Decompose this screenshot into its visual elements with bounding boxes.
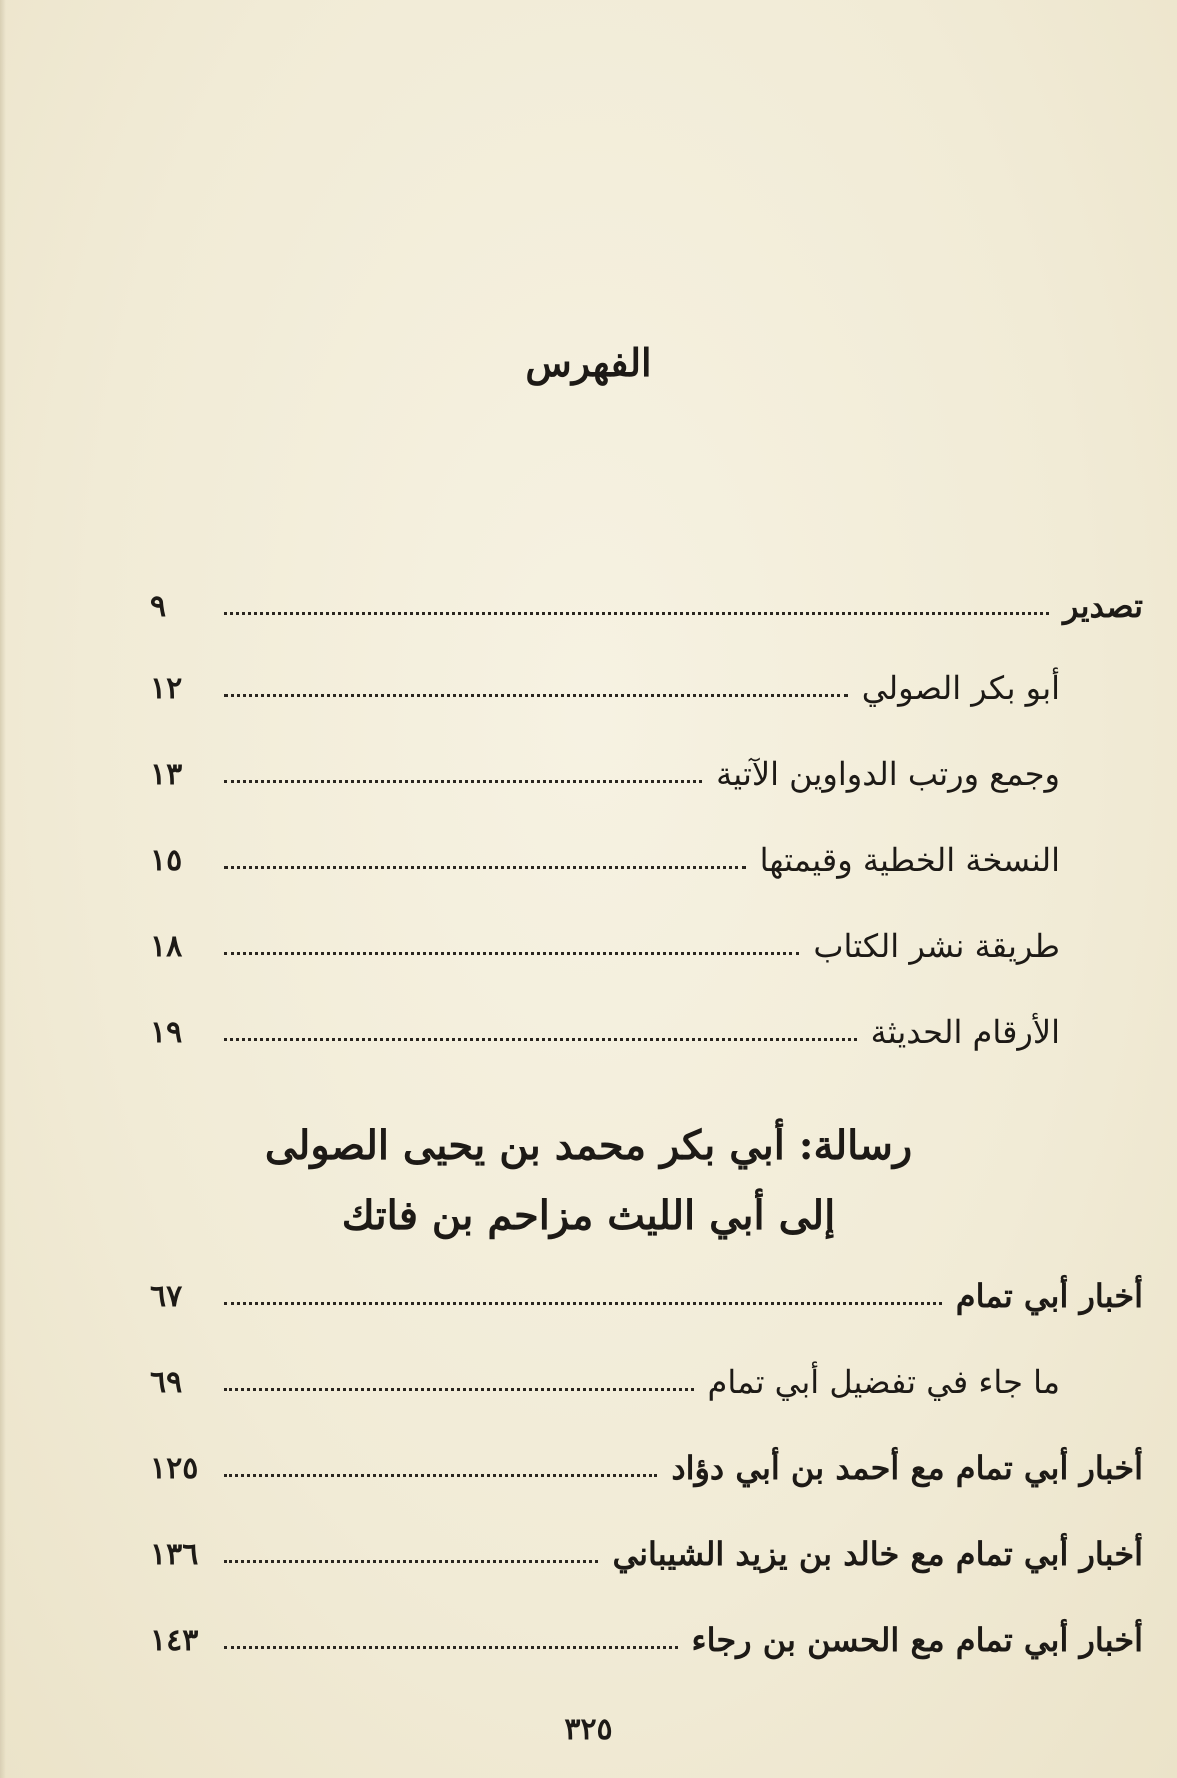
toc-entry[interactable] xyxy=(0,1526,1177,1582)
toc-entry-page: ١٢ xyxy=(150,670,183,706)
toc-entry-page: ١٩ xyxy=(150,1014,183,1050)
toc-entry-label: وجمع ورتب الدواوين الآتية xyxy=(716,755,1060,793)
dot-leader xyxy=(224,1388,694,1391)
toc-entry[interactable] xyxy=(0,1268,1177,1324)
toc-entry-label: أخبار أبي تمام xyxy=(955,1277,1143,1315)
dot-leader xyxy=(224,780,702,783)
toc-entry[interactable] xyxy=(0,1004,1177,1060)
toc-entry-page: ١٢٥ xyxy=(150,1450,199,1486)
toc-entry-page: ٦٩ xyxy=(150,1364,183,1400)
toc-entry-label: تصدير xyxy=(1062,587,1143,625)
toc-entry[interactable] xyxy=(0,832,1177,888)
toc-entry-label: طريقة نشر الكتاب xyxy=(813,927,1060,965)
dot-leader xyxy=(224,952,799,955)
toc-entry-page: ٦٧ xyxy=(150,1278,183,1314)
toc-entry-page: ١٤٣ xyxy=(150,1622,199,1658)
toc-entry-page: ٩ xyxy=(150,588,167,624)
section-heading-line-1: رسالة: أبي بكر محمد بن يحيى الصولى xyxy=(264,1122,913,1169)
dot-leader xyxy=(224,1646,678,1649)
toc-entry-label: أخبار أبي تمام مع خالد بن يزيد الشيباني xyxy=(612,1535,1143,1573)
dot-leader xyxy=(224,1038,857,1041)
dot-leader xyxy=(224,694,848,697)
toc-entry-page: ١٣ xyxy=(150,756,183,792)
toc-entry[interactable] xyxy=(0,1354,1177,1410)
toc-entry-label: ما جاء في تفضيل أبي تمام xyxy=(707,1363,1060,1401)
toc-entry-label: أخبار أبي تمام مع الحسن بن رجاء xyxy=(691,1621,1143,1659)
section-heading-line-2: إلى أبي الليث مزاحم بن فاتك xyxy=(341,1192,836,1239)
dot-leader xyxy=(224,866,746,869)
toc-entry-label: أخبار أبي تمام مع أحمد بن أبي دؤاد xyxy=(671,1449,1143,1487)
page-number: ٣٢٥ xyxy=(564,1712,613,1747)
dot-leader xyxy=(224,1302,942,1305)
toc-entry[interactable] xyxy=(0,578,1177,634)
toc-entry-label: النسخة الخطية وقيمتها xyxy=(759,841,1060,879)
dot-leader xyxy=(224,612,1049,615)
toc-entry[interactable] xyxy=(0,746,1177,802)
toc-entry[interactable] xyxy=(0,660,1177,716)
page-edge-shadow xyxy=(0,0,6,1778)
toc-entry[interactable] xyxy=(0,1440,1177,1496)
toc-entry-label: الأرقام الحديثة xyxy=(870,1013,1060,1051)
toc-entry-page: ١٣٦ xyxy=(150,1536,199,1572)
dot-leader xyxy=(224,1474,657,1477)
toc-entry[interactable] xyxy=(0,1612,1177,1668)
page-title: الفهرس xyxy=(525,340,652,385)
toc-entry-label: أبو بكر الصولي xyxy=(861,669,1060,707)
toc-entry[interactable] xyxy=(0,918,1177,974)
toc-entry-page: ١٨ xyxy=(150,928,183,964)
toc-entry-page: ١٥ xyxy=(150,842,183,878)
dot-leader xyxy=(224,1560,598,1563)
